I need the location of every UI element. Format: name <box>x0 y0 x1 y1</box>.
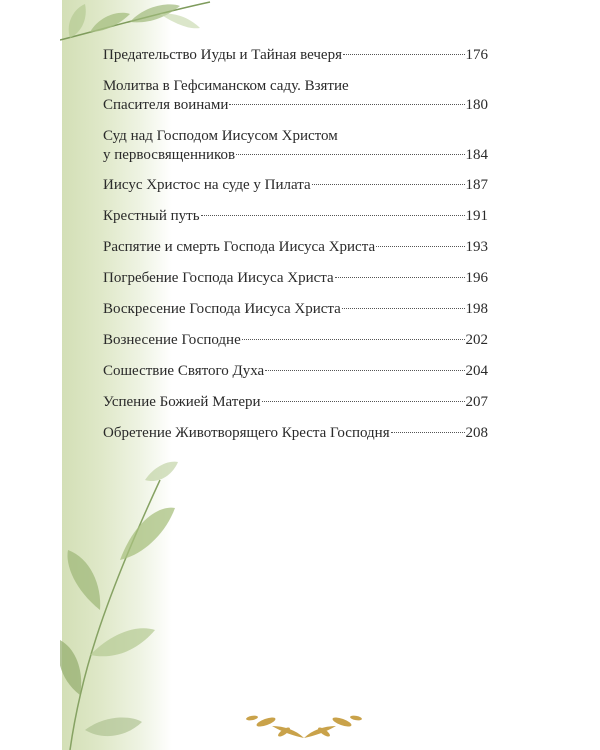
toc-entry[interactable] <box>103 238 488 257</box>
toc-page-number: 207 <box>465 394 488 410</box>
toc-entry[interactable] <box>103 176 488 195</box>
toc-entry-title: Спасителя воинами <box>103 97 229 113</box>
toc-page-number: 180 <box>465 97 488 113</box>
toc-entry[interactable] <box>103 362 488 381</box>
toc-page-number: 196 <box>465 270 488 286</box>
dot-leader <box>262 401 465 402</box>
toc-page-number: 191 <box>465 208 488 224</box>
laurel-ornament-icon <box>244 712 364 746</box>
dot-leader <box>201 215 465 216</box>
toc-entry-title: Успение Божией Матери <box>103 394 261 410</box>
toc-entry[interactable] <box>103 127 488 165</box>
toc-page-number: 198 <box>465 301 488 317</box>
dot-leader <box>335 277 465 278</box>
table-of-contents <box>103 46 488 443</box>
toc-entry[interactable] <box>103 300 488 319</box>
toc-entry[interactable] <box>103 269 488 288</box>
dot-leader <box>343 54 465 55</box>
toc-entry-title: Обретение Животворящего Креста Господня <box>103 425 390 441</box>
toc-entry-title: Крестный путь <box>103 208 200 224</box>
dot-leader <box>265 370 464 371</box>
toc-entry-title-line1: Суд над Господом Иисусом Христом <box>103 128 338 144</box>
toc-page-number: 193 <box>465 239 488 255</box>
dot-leader <box>236 154 464 155</box>
toc-entry[interactable] <box>103 424 488 443</box>
toc-entry[interactable] <box>103 77 488 115</box>
toc-entry-title: Погребение Господа Иисуса Христа <box>103 270 334 286</box>
toc-entry[interactable] <box>103 46 488 65</box>
dot-leader <box>391 432 465 433</box>
toc-page-number: 187 <box>465 177 488 193</box>
toc-page-number: 204 <box>465 363 488 379</box>
dot-leader <box>342 308 465 309</box>
dot-leader <box>376 246 464 247</box>
toc-page-number: 202 <box>465 332 488 348</box>
toc-page-number: 176 <box>465 47 488 63</box>
toc-entry[interactable] <box>103 207 488 226</box>
toc-entry-title: Предательство Иуды и Тайная вечеря <box>103 47 342 63</box>
toc-entry-title: Воскресение Господа Иисуса Христа <box>103 301 341 317</box>
toc-entry[interactable] <box>103 331 488 350</box>
toc-entry-title: у первосвященников <box>103 147 236 163</box>
toc-page-number: 208 <box>465 425 488 441</box>
toc-entry-title-line1: Молитва в Гефсиманском саду. Взятие <box>103 78 349 94</box>
toc-entry-title: Иисус Христос на суде у Пилата <box>103 177 311 193</box>
dot-leader <box>229 104 464 105</box>
toc-entry[interactable] <box>103 393 488 412</box>
dot-leader <box>242 339 465 340</box>
toc-entry-title: Сошествие Святого Духа <box>103 363 265 379</box>
leaf-branch-bottom-icon <box>60 440 190 750</box>
dot-leader <box>312 184 465 185</box>
toc-page-number: 184 <box>465 147 488 163</box>
toc-entry-title: Вознесение Господне <box>103 332 241 348</box>
toc-entry-title: Распятие и смерть Господа Иисуса Христа <box>103 239 376 255</box>
